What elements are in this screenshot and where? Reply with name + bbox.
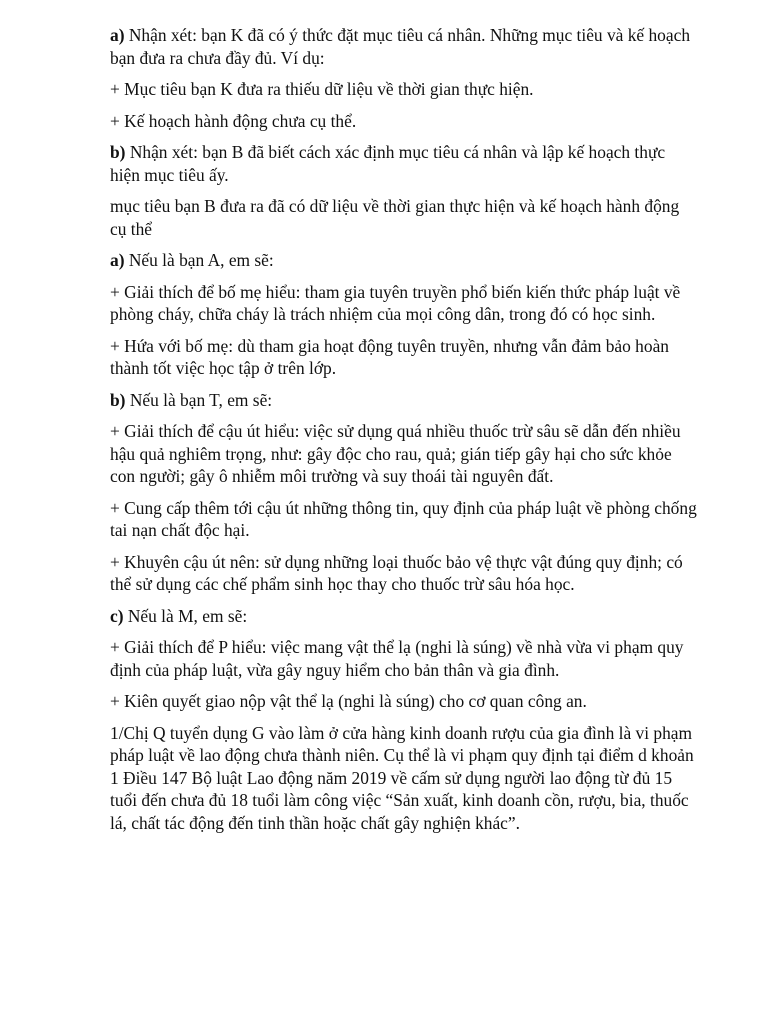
paragraph-text: + Giải thích để cậu út hiểu: việc sử dụng quá nhiều thuốc trừ sâu sẽ dẫn đến nhiều hậu quả nghiêm trọng, như: gây độc cho rau, quả; gián tiếp gây hại cho sức khỏe con người; gây ô nhiễm môi trường và suy thoái tài nguyên đất. <box>110 421 681 486</box>
paragraph-t-explain <box>110 420 698 488</box>
paragraph-a-explain <box>110 281 698 326</box>
paragraph-q-violation <box>110 722 698 835</box>
paragraph-label: a) <box>110 250 125 270</box>
paragraph-text: Nhận xét: bạn K đã có ý thức đặt mục tiêu cá nhân. Những mục tiêu và kế hoạch bạn đưa ra chưa đầy đủ. Ví dụ: <box>110 25 691 68</box>
paragraph-b-comment-b <box>110 141 698 186</box>
paragraph-text: + Hứa với bố mẹ: dù tham gia hoạt động tuyên truyền, nhưng vẫn đảm bảo hoàn thành tốt việc học tập ở trên lớp. <box>110 335 669 378</box>
paragraph-text: + Kiên quyết giao nộp vật thể lạ (nghi là súng) cho cơ quan công an. <box>110 691 587 711</box>
paragraph-text: + Giải thích để P hiểu: việc mang vật thể lạ (nghi là súng) về nhà vừa vi phạm quy định của pháp luật, vừa gây nguy hiểm cho bản thân và gia đình. <box>110 637 684 680</box>
document-page <box>110 24 698 843</box>
paragraph-k-plan <box>110 110 698 133</box>
paragraph-a-comment-k <box>110 24 698 69</box>
paragraph-c-if-m <box>110 605 698 628</box>
paragraph-label: a) <box>110 25 125 45</box>
paragraph-text: + Giải thích để bố mẹ hiểu: tham gia tuyên truyền phổ biến kiến thức pháp luật về phòng cháy, chữa cháy là trách nhiệm của mọi công dân, trong đó có học sinh. <box>110 281 681 324</box>
paragraph-b-goal <box>110 195 698 240</box>
paragraph-m-surrender <box>110 690 698 713</box>
paragraph-text: 1/Chị Q tuyển dụng G vào làm ở cửa hàng kinh doanh rượu của gia đình là vi phạm pháp luật về lao động chưa thành niên. Cụ thể là vi phạm quy định tại điểm d khoản 1 Điều 147 Bộ luật Lao động năm 2019 về cấm sử dụng người lao động từ đủ 15 tuổi đến chưa đủ 18 tuổi làm công việc “Sản xuất, kinh doanh cồn, rượu, bia, thuốc lá, chất tác động đến tinh thần hoặc chất gây nghiện khác”. <box>110 722 694 833</box>
paragraph-text: + Mục tiêu bạn K đưa ra thiếu dữ liệu về thời gian thực hiện. <box>110 79 534 99</box>
paragraph-text: mục tiêu bạn B đưa ra đã có dữ liệu về thời gian thực hiện và kế hoạch hành động cụ thể <box>110 196 680 239</box>
paragraph-a-if-a <box>110 249 698 272</box>
paragraph-label: b) <box>110 389 126 410</box>
paragraph-t-advise <box>110 551 698 596</box>
paragraph-m-explain <box>110 636 698 681</box>
paragraph-text: + Khuyên cậu út nên: sử dụng những loại thuốc bảo vệ thực vật đúng quy định; có thể sử dụng các chế phẩm sinh học thay cho thuốc trừ sâu hóa học. <box>110 551 683 594</box>
paragraph-text: Nếu là M, em sẽ: <box>123 605 248 626</box>
paragraph-label: b) <box>110 142 126 162</box>
paragraph-a-promise <box>110 335 698 380</box>
paragraph-t-inform <box>110 497 698 542</box>
paragraph-label: c) <box>110 605 124 626</box>
paragraph-text: + Cung cấp thêm tới cậu út những thông tin, quy định của pháp luật về phòng chống tai nạn chất độc hại. <box>110 497 697 540</box>
paragraph-b-if-t <box>110 389 698 412</box>
paragraph-k-goal <box>110 78 698 101</box>
paragraph-text: Nếu là bạn T, em sẽ: <box>125 389 273 410</box>
paragraph-text: Nhận xét: bạn B đã biết cách xác định mục tiêu cá nhân và lập kế hoạch thực hiện mục tiêu ấy. <box>110 142 666 185</box>
paragraph-text: Nếu là bạn A, em sẽ: <box>124 250 274 270</box>
paragraph-text: + Kế hoạch hành động chưa cụ thể. <box>110 110 357 131</box>
